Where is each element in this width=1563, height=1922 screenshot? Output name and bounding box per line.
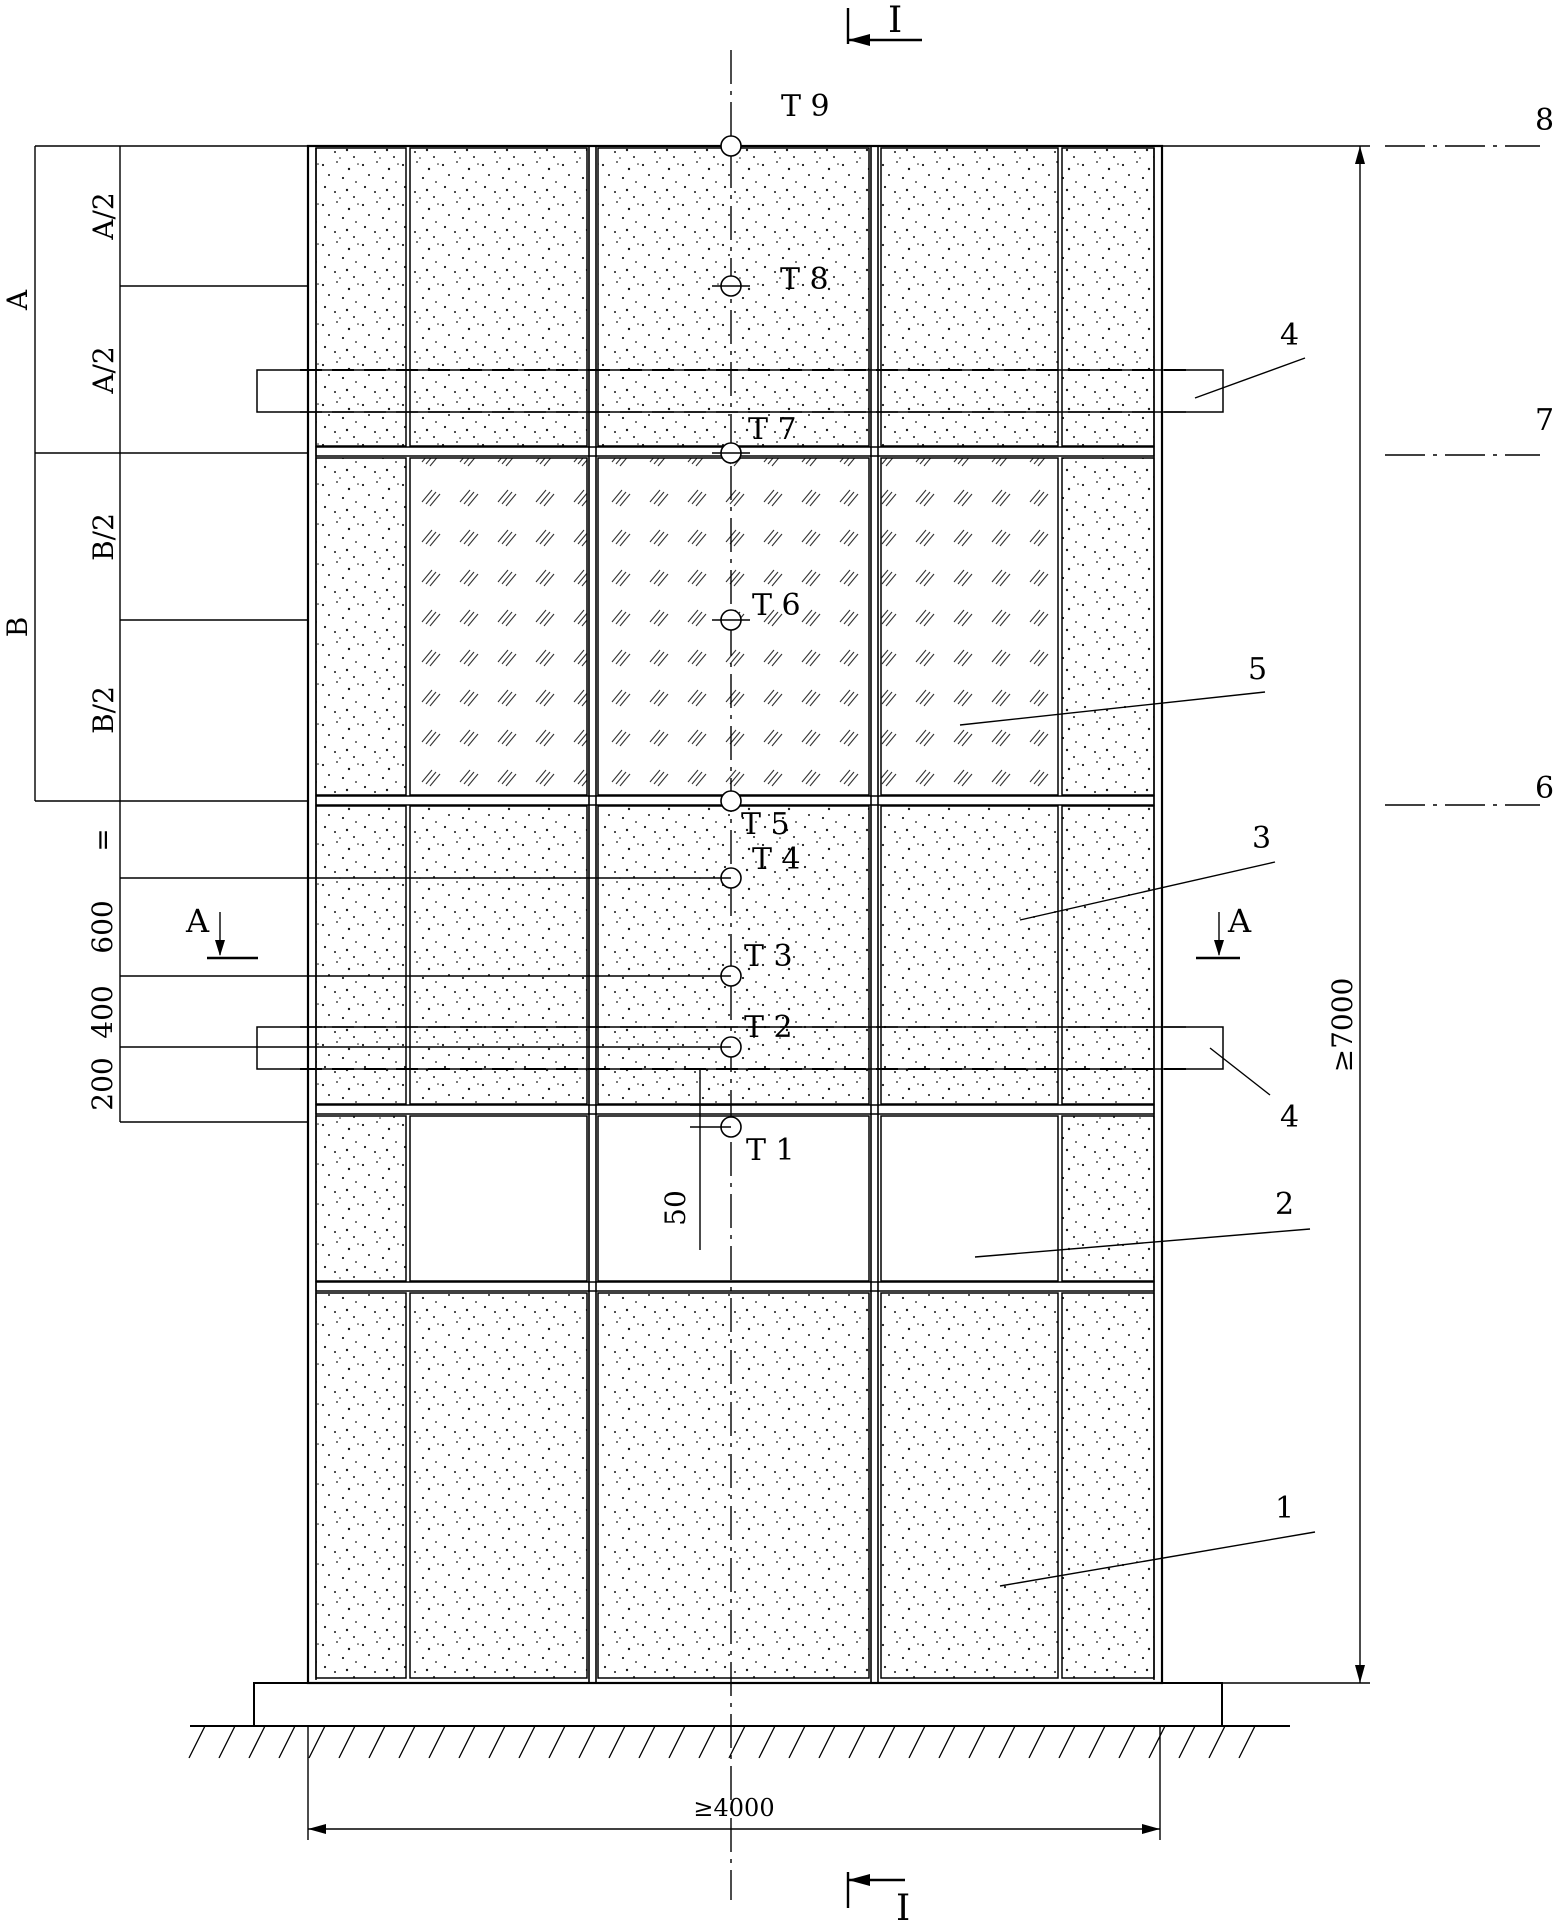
ground-hatch [579, 1726, 595, 1758]
ground-hatch [609, 1726, 625, 1758]
panel-insulation [1062, 148, 1154, 446]
ground-hatch [879, 1726, 895, 1758]
ground-hatch [549, 1726, 565, 1758]
mullion [589, 146, 596, 1683]
zone-a-half-label: A/2 [87, 192, 120, 240]
section-aa-label-left: A [186, 902, 210, 940]
ground-hatch [939, 1726, 955, 1758]
callout-labels [1248, 103, 1554, 1526]
callout-5: 5 [1248, 652, 1268, 687]
zone-b-label: B [1, 616, 34, 638]
panel-insulation [1062, 1116, 1154, 1281]
ground-hatch [1059, 1726, 1075, 1758]
equal-mark: = [86, 828, 119, 852]
callout-7: 7 [1535, 403, 1555, 438]
ground-hatch [489, 1726, 505, 1758]
ground-hatch [1089, 1726, 1105, 1758]
width-dimension-label: ≥4000 [693, 1794, 775, 1822]
panel-insulation [881, 806, 1058, 1104]
ground-hatch [969, 1726, 985, 1758]
section-aa-label-right: A [1228, 902, 1252, 940]
panel-insulation [1062, 458, 1154, 795]
dim-200: 200 [86, 1057, 119, 1111]
panel-glass [410, 458, 587, 795]
sensor-label-t3: T 3 [744, 939, 793, 974]
panel-insulation [598, 1293, 869, 1678]
zone-b-half-label: B/2 [87, 513, 120, 561]
ground-hatch [429, 1726, 445, 1758]
panel-insulation [316, 806, 406, 1104]
callout-4: 4 [1280, 1100, 1300, 1135]
sensor-label-t4: T 4 [752, 842, 801, 877]
ground-hatch [669, 1726, 685, 1758]
sensor-label-t7: T 7 [748, 412, 797, 447]
transom [316, 1282, 1154, 1291]
dim-50: 50 [659, 1190, 692, 1226]
section-mark-bottom [848, 1872, 910, 1922]
ground-hatch [759, 1726, 775, 1758]
ground-hatch [819, 1726, 835, 1758]
ground-hatch [279, 1726, 295, 1758]
callout-4: 4 [1280, 318, 1300, 353]
panels [316, 148, 1154, 1678]
panel-insulation [598, 806, 869, 1104]
ground-hatch [789, 1726, 805, 1758]
callout-6: 6 [1535, 771, 1555, 806]
ground-hatch [1209, 1726, 1225, 1758]
section-aa-left [185, 902, 258, 958]
panel-insulation [316, 148, 406, 446]
ground [189, 1726, 1290, 1758]
panel-insulation [881, 1293, 1058, 1678]
ground-hatch [1239, 1726, 1255, 1758]
ground-hatch [519, 1726, 535, 1758]
section-label: I [888, 0, 903, 41]
panel-insulation [1062, 1293, 1154, 1678]
panel-insulation [598, 148, 869, 446]
ground-hatch [1149, 1726, 1165, 1758]
zone-a-label: A [1, 289, 34, 311]
callout-2: 2 [1275, 1187, 1295, 1222]
ground-hatch [189, 1726, 205, 1758]
ground-hatch [849, 1726, 865, 1758]
panel-insulation [316, 458, 406, 795]
panel-insulation [316, 1293, 406, 1678]
panel-insulation [410, 806, 587, 1104]
section-label: I [896, 1888, 911, 1922]
ground-hatch [999, 1726, 1015, 1758]
zone-b-half-label: B/2 [87, 686, 120, 734]
ground-hatch [249, 1726, 265, 1758]
sensor-label-t2: T 2 [744, 1010, 793, 1045]
ground-hatch [339, 1726, 355, 1758]
mullion [871, 146, 878, 1683]
panel-insulation [410, 1293, 587, 1678]
ground-hatch [399, 1726, 415, 1758]
sensor-label-t1: T 1 [746, 1133, 795, 1168]
panel-opening [410, 1116, 587, 1281]
thermocouple-t9 [721, 136, 741, 156]
section-aa-right [1196, 902, 1252, 958]
ground-hatch [639, 1726, 655, 1758]
thermocouple-t5 [721, 791, 741, 811]
callout-8: 8 [1535, 103, 1555, 138]
panel-insulation [316, 1116, 406, 1281]
sensor-label-t8: T 8 [780, 262, 829, 297]
ground-hatch [1119, 1726, 1135, 1758]
panel-insulation [881, 148, 1058, 446]
panel-insulation [410, 148, 587, 446]
ground-hatch [309, 1726, 325, 1758]
sensor-label-t9: T 9 [781, 89, 830, 124]
ground-hatch [369, 1726, 385, 1758]
ground-hatch [219, 1726, 235, 1758]
panel-opening [881, 1116, 1058, 1281]
panel-glass [881, 458, 1058, 795]
dim-600: 600 [86, 900, 119, 954]
ground-hatch [909, 1726, 925, 1758]
zone-a-half-label: A/2 [87, 346, 120, 394]
panel-opening [598, 1116, 869, 1281]
dim-400: 400 [86, 985, 119, 1039]
section-mark-top [848, 0, 922, 46]
base-plinth [254, 1683, 1222, 1726]
height-dimension: ≥7000 [1326, 977, 1359, 1073]
sensor-label-t6: T 6 [752, 588, 801, 623]
sensor-label-t5: T 5 [741, 807, 790, 842]
callout-1: 1 [1275, 1491, 1295, 1526]
callout-3: 3 [1252, 821, 1272, 856]
ground-hatch [1029, 1726, 1045, 1758]
transom [316, 1105, 1154, 1114]
ground-hatch [1179, 1726, 1195, 1758]
ground-hatch [699, 1726, 715, 1758]
panel-insulation [1062, 806, 1154, 1104]
ground-hatch [459, 1726, 475, 1758]
